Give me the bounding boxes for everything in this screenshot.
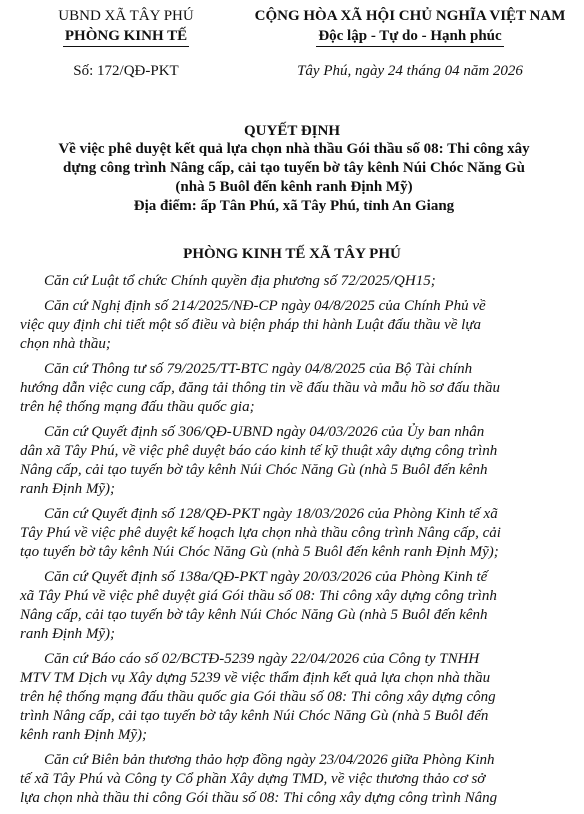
paragraph-line: hướng dẫn việc cung cấp, đăng tải thông tin về đấu thầu và mẫu hồ sơ đấu thầu bbox=[20, 380, 500, 396]
document-subject bbox=[20, 140, 568, 216]
paragraph-line: lựa chọn nhà thầu thi công Gói thầu số 08: Thi công xây dựng công trình Nâng bbox=[20, 790, 498, 806]
subject-line: (nhà 5 Buôl đến kênh ranh Định Mỹ) bbox=[175, 179, 413, 195]
paragraph-line: trình Nâng cấp, cải tạo tuyến bờ tây kênh Núi Chóc Năng Gù (nhà 5 Buôl đến bbox=[20, 708, 489, 724]
agency-header bbox=[26, 6, 226, 81]
paragraph-line: kênh ranh Định Mỹ); bbox=[20, 727, 148, 743]
paragraph-line: dân xã Tây Phú, về việc phê duyệt báo cáo kinh tế kỹ thuật xây dựng công trình bbox=[20, 443, 498, 459]
legal-basis bbox=[20, 272, 568, 814]
paragraph-line: chọn nhà thầu; bbox=[20, 336, 111, 352]
paragraph-line: Căn cứ Báo cáo số 02/BCTĐ-5239 ngày 22/04/2026 của Công ty TNHH bbox=[44, 651, 480, 667]
paragraph-line: tế xã Tây Phú và Công ty Cổ phần Xây dựng TMD, về việc thương thảo cơ sở bbox=[20, 771, 486, 787]
country-name: CỘNG HÒA XÃ HỘI CHỦ NGHĨA VIỆT NAM bbox=[254, 8, 566, 24]
agency-name: PHÒNG KINH TẾ bbox=[63, 26, 189, 47]
paragraph-line: Căn cứ Thông tư số 79/2025/TT-BTC ngày 04/8/2025 của Bộ Tài chính bbox=[44, 361, 473, 377]
document-title: QUYẾT ĐỊNH bbox=[244, 123, 340, 139]
paragraph-line: tạo tuyến bờ tây kênh Núi Chóc Năng Gù (nhà 5 Buôl đến kênh ranh Định Mỹ); bbox=[20, 544, 499, 560]
subject-line: dựng công trình Nâng cấp, cải tạo tuyến bờ tây kênh Núi Chóc Năng Gù bbox=[63, 160, 525, 176]
paragraph-line: ranh Định Mỹ); bbox=[20, 626, 115, 642]
national-motto: Độc lập - Tự do - Hạnh phúc bbox=[316, 26, 503, 47]
national-header bbox=[240, 6, 580, 81]
subject-line: Địa điểm: ấp Tân Phú, xã Tây Phú, tỉnh An Giang bbox=[133, 198, 455, 214]
issuing-authority: PHÒNG KINH TẾ XÃ TÂY PHÚ bbox=[183, 246, 401, 262]
paragraph-line: Căn cứ Luật tổ chức Chính quyền địa phương số 72/2025/QH15; bbox=[44, 273, 436, 289]
paragraph-line: MTV TM Dịch vụ Xây dựng 5239 về việc thẩm định kết quả lựa chọn nhà thầu bbox=[20, 670, 491, 686]
paragraph-line: Tây Phú về việc phê duyệt kế hoạch lựa chọn nhà thầu công trình Nâng cấp, cải bbox=[20, 525, 501, 541]
legal-basis-paragraph bbox=[20, 423, 568, 499]
paragraph-line: trên hệ thống mạng đấu thầu quốc gia Gói thầu số 08: Thi công xây dựng công bbox=[20, 689, 496, 705]
paragraph-line: xã Tây Phú về việc phê duyệt giá Gói thầu số 08: Thi công xây dựng công trình bbox=[20, 588, 497, 604]
paragraph-line: Căn cứ Nghị định số 214/2025/NĐ-CP ngày 04/8/2025 của Chính Phủ về bbox=[44, 298, 486, 314]
document-number: Số: 172/QĐ-PKT bbox=[73, 63, 179, 79]
legal-basis-paragraph bbox=[20, 297, 568, 354]
paragraph-line: Căn cứ Biên bản thương thảo hợp đồng ngày 23/04/2026 giữa Phòng Kinh bbox=[44, 752, 495, 768]
legal-basis-paragraph bbox=[20, 360, 568, 417]
paragraph-line: Nâng cấp, cải tạo tuyến bờ tây kênh Núi Chóc Năng Gù (nhà 5 Buôl đến kênh bbox=[20, 607, 488, 623]
legal-basis-paragraph bbox=[20, 650, 568, 745]
paragraph-line: Căn cứ Quyết định số 138a/QĐ-PKT ngày 20/03/2026 của Phòng Kinh tế bbox=[44, 569, 488, 585]
legal-basis-paragraph bbox=[20, 751, 568, 808]
paragraph-line: Căn cứ Quyết định số 306/QĐ-UBND ngày 04/03/2026 của Ủy ban nhân bbox=[44, 424, 485, 440]
legal-basis-paragraph bbox=[20, 272, 568, 291]
legal-basis-paragraph bbox=[20, 505, 568, 562]
paragraph-line: ranh Định Mỹ); bbox=[20, 481, 115, 497]
paragraph-line: việc quy định chi tiết một số điều và biện pháp thi hành Luật đấu thầu về lựa bbox=[20, 317, 482, 333]
place-date: Tây Phú, ngày 24 tháng 04 năm 2026 bbox=[297, 63, 523, 79]
paragraph-line: Căn cứ Quyết định số 128/QĐ-PKT ngày 18/03/2026 của Phòng Kinh tế xã bbox=[44, 506, 498, 522]
subject-line: Về việc phê duyệt kết quả lựa chọn nhà thầu Gói thầu số 08: Thi công xây bbox=[58, 141, 530, 157]
paragraph-line: Nâng cấp, cải tạo tuyến bờ tây kênh Núi Chóc Năng Gù (nhà 5 Buôl đến kênh bbox=[20, 462, 488, 478]
paragraph-line: trên hệ thống mạng đấu thầu quốc gia; bbox=[20, 399, 255, 415]
legal-basis-paragraph bbox=[20, 568, 568, 644]
agency-parent: UBND XÃ TÂY PHÚ bbox=[58, 8, 194, 24]
